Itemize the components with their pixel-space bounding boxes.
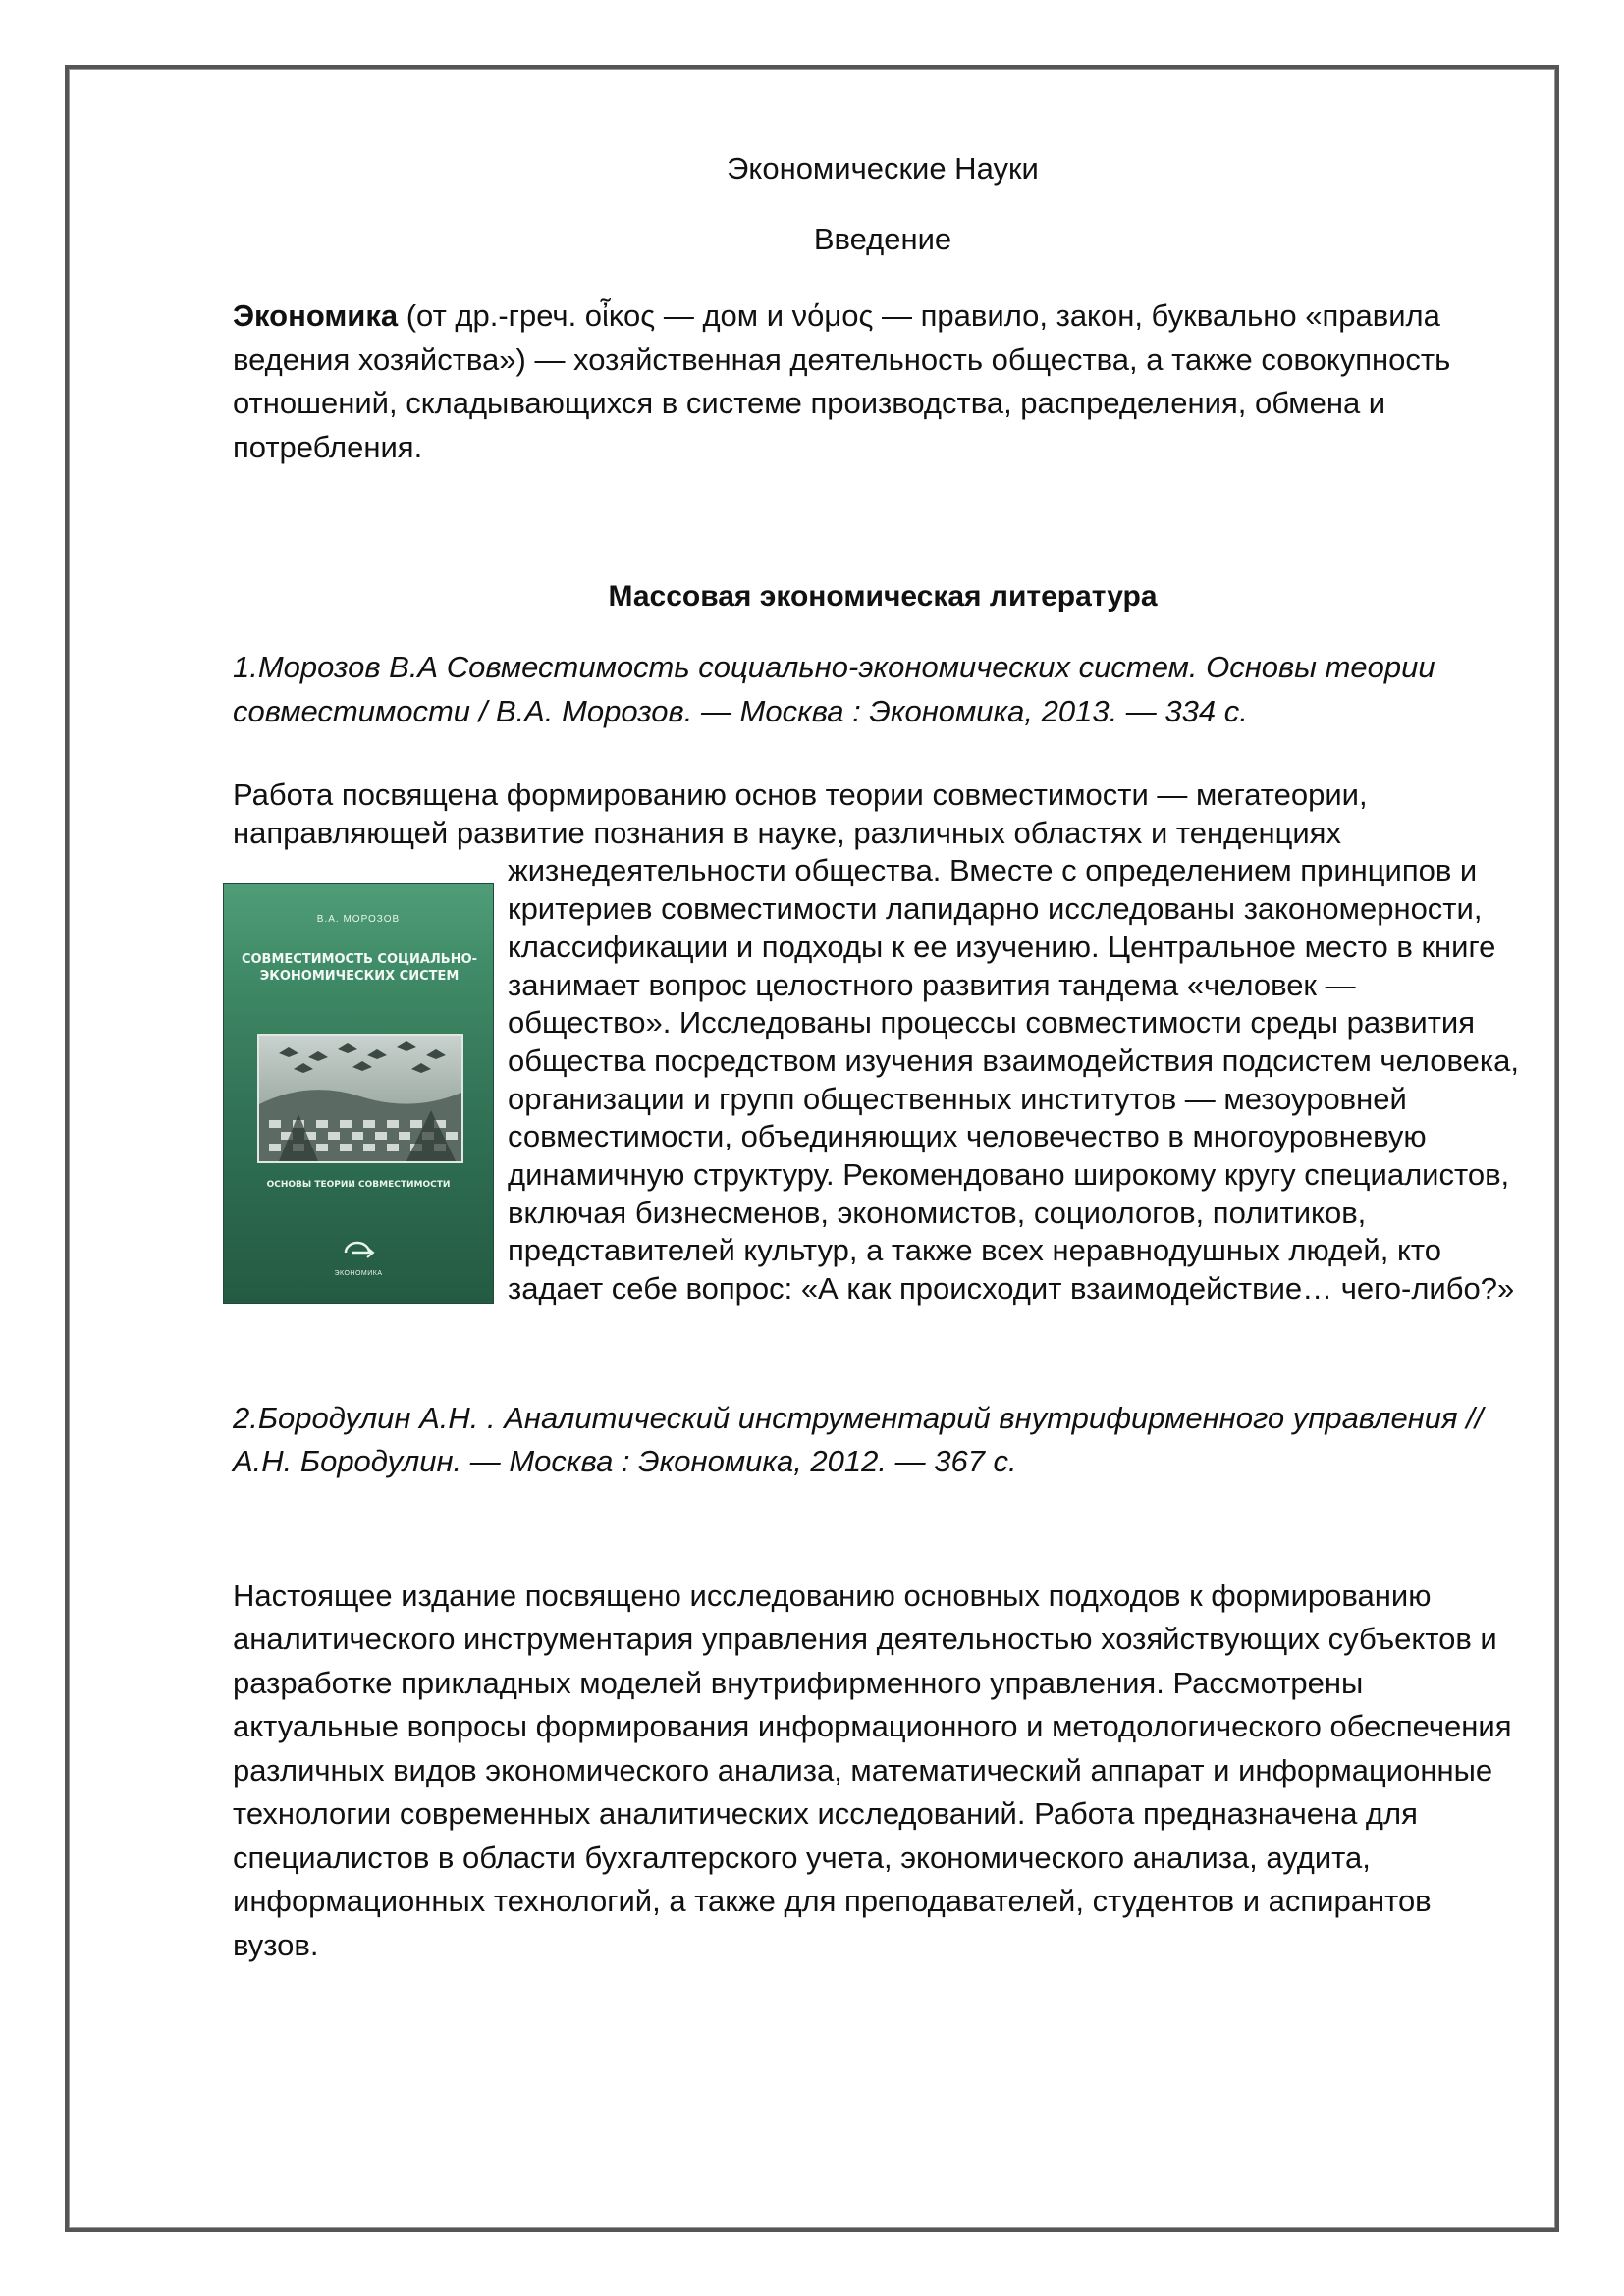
document-body (233, 147, 1519, 1967)
document-subtitle: Введение (813, 222, 952, 256)
book-1-description-rest: жизнедеятельности общества. Вместе с определением принципов и критериев совместимости лапидарно исследованы закономерности, классификации и подходы к ее изучению. Центральное место в книге занимает вопрос целостного развития тандема «человек — общество». Исследованы процессы совместимости среды развития общества посредством изучения взаимодействия подсистем человека, организации и групп общественных институтов — мезоуровней совместимости, объединяющих человечество в многоуровневую динамичную структуру. Рекомендовано широкому кругу специалистов, включая бизнесменов, экономистов, социологов, политиков, представителей культур, а также всех неравнодушных людей, кто задает себе вопрос: «А как происходит взаимодействие… чего-либо?» (508, 853, 1519, 1307)
cover-title: СОВМЕСТИМОСТЬ СОЦИАЛЬНО-ЭКОНОМИЧЕСКИХ СИСТЕМ (241, 952, 478, 985)
cover-artwork (257, 1034, 463, 1163)
book-2-reference: 2.Бородулин А.Н. . Аналитический инструментарий внутрифирменного управления // А.Н. Бородулин. — Москва : Экономика, 2012. — 367 с. (233, 1400, 1484, 1479)
section-heading: Массовая экономическая литература (608, 580, 1158, 613)
intro-term: Экономика (233, 298, 399, 333)
book-2-description: Настоящее издание посвящено исследованию основных подходов к формированию аналитического инструментария управления деятельностью хозяйствующих субъектов и разработке прикладных моделей внутрифирменного управления. Рассмотрены актуальные вопросы формирования информационного и методологического обеспечения различных видов экономического анализа, математический аппарат и информационные технологии современных аналитических исследований. Работа предназначена для специалистов в области бухгалтерского учета, экономического анализа, аудита, информационных технологий, а также для преподавателей, студентов и аспирантов вузов. (233, 1577, 1512, 1962)
intro-text: (от др.-греч. οἶκος — дом и νόμος — правило, закон, буквально «правила ведения хозяйства») — хозяйственная деятельность общества, а также совокупность отношений, складывающихся в системе производства, распределения, обмена и потребления. (233, 298, 1451, 464)
cover-subtitle: ОСНОВЫ ТЕОРИИ СОВМЕСТИМОСТИ (266, 1180, 451, 1191)
publisher-logo-icon (340, 1238, 379, 1267)
document-title: Экономические Науки (727, 151, 1039, 186)
book-1-description (233, 776, 1519, 1308)
book-1-cover-image (223, 883, 494, 1304)
intro-paragraph (233, 294, 1519, 469)
cover-publisher: ЭКОНОМИКА (334, 1270, 383, 1278)
cover-author: В.А. МОРОЗОВ (316, 914, 401, 926)
book-1-description-lead: Работа посвящена формированию основ теории совместимости — мегатеории, направляющей развитие познания в науке, различных областях и тенденциях (233, 777, 1368, 850)
book-1-reference: 1.Морозов В.А Совместимость социально-экономических систем. Основы теории совместимости / В.А. Морозов. — Москва : Экономика, 2013. — 334 с. (233, 650, 1435, 728)
